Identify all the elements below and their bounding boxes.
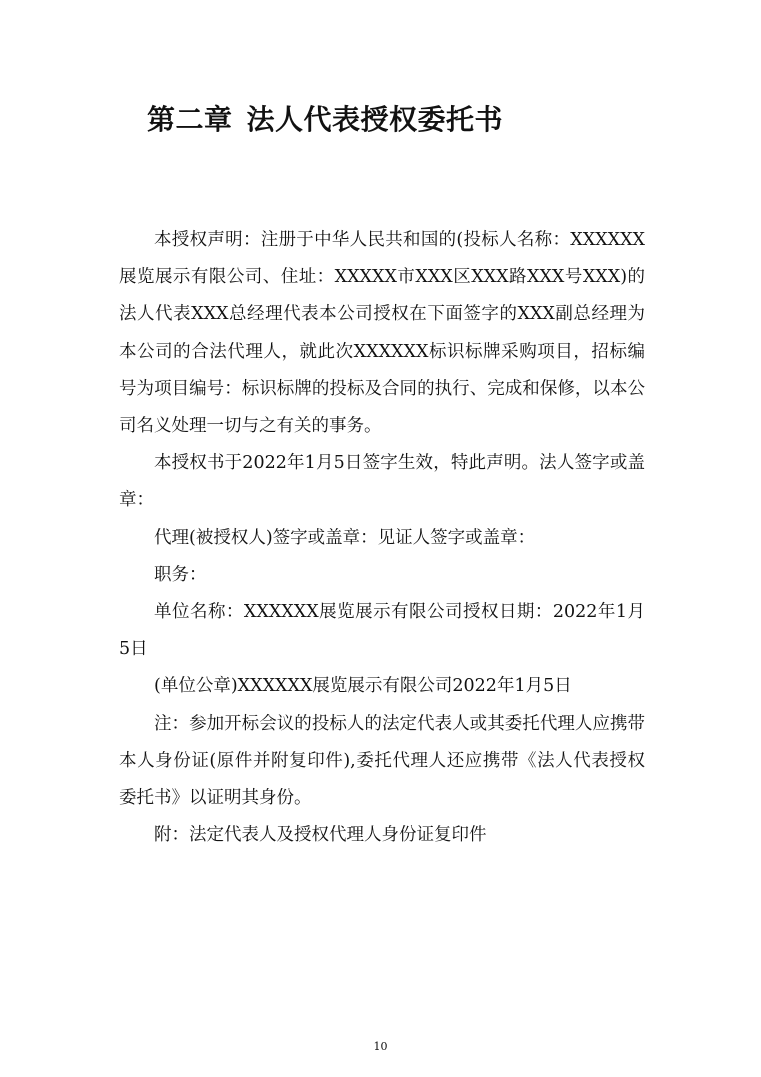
chapter-number: 第二章 xyxy=(147,103,233,136)
company-seal-line: (单位公章)XXXXXX展览展示有限公司2022年1月5日 xyxy=(154,676,572,697)
effective-date-paragraph: 本授权书于2022年1月5日签字生效，特此声明。法人签字或盖章： xyxy=(119,453,645,511)
document-body xyxy=(119,222,645,854)
agent-signature-line: 代理(被授权人)签字或盖章：见证人签字或盖章： xyxy=(154,527,536,548)
position-line: 职务： xyxy=(154,564,207,585)
page-number: 10 xyxy=(373,1040,388,1053)
authorization-statement-paragraph: 本授权声明：注册于中华人民共和国的(投标人名称：XXXXXX展览展示有限公司、住址：XXXXX市XXX区XXX路XXX号XXX)的法人代表XXX总经理代表本公司授权在下面签字的XXX副总经理为本公司的合法代理人，就此次XXXXXX标识标牌采购项目，招标编号为项目编号：标识标牌的投标及合同的执行、完成和保修，以本公司名义处理一切与之有关的事务。 xyxy=(119,230,645,437)
chapter-title xyxy=(147,102,503,138)
note-paragraph: 注：参加开标会议的投标人的法定代表人或其委托代理人应携带本人身份证(原件并附复印件),委托代理人还应携带《法人代表授权委托书》以证明其身份。 xyxy=(119,713,645,809)
chapter-name: 法人代表授权委托书 xyxy=(246,103,504,136)
attachment-line: 附：法定代表人及授权代理人身份证复印件 xyxy=(154,825,487,846)
company-name-line: 单位名称：XXXXXX展览展示有限公司授权日期：2022年1月5日 xyxy=(119,602,645,660)
